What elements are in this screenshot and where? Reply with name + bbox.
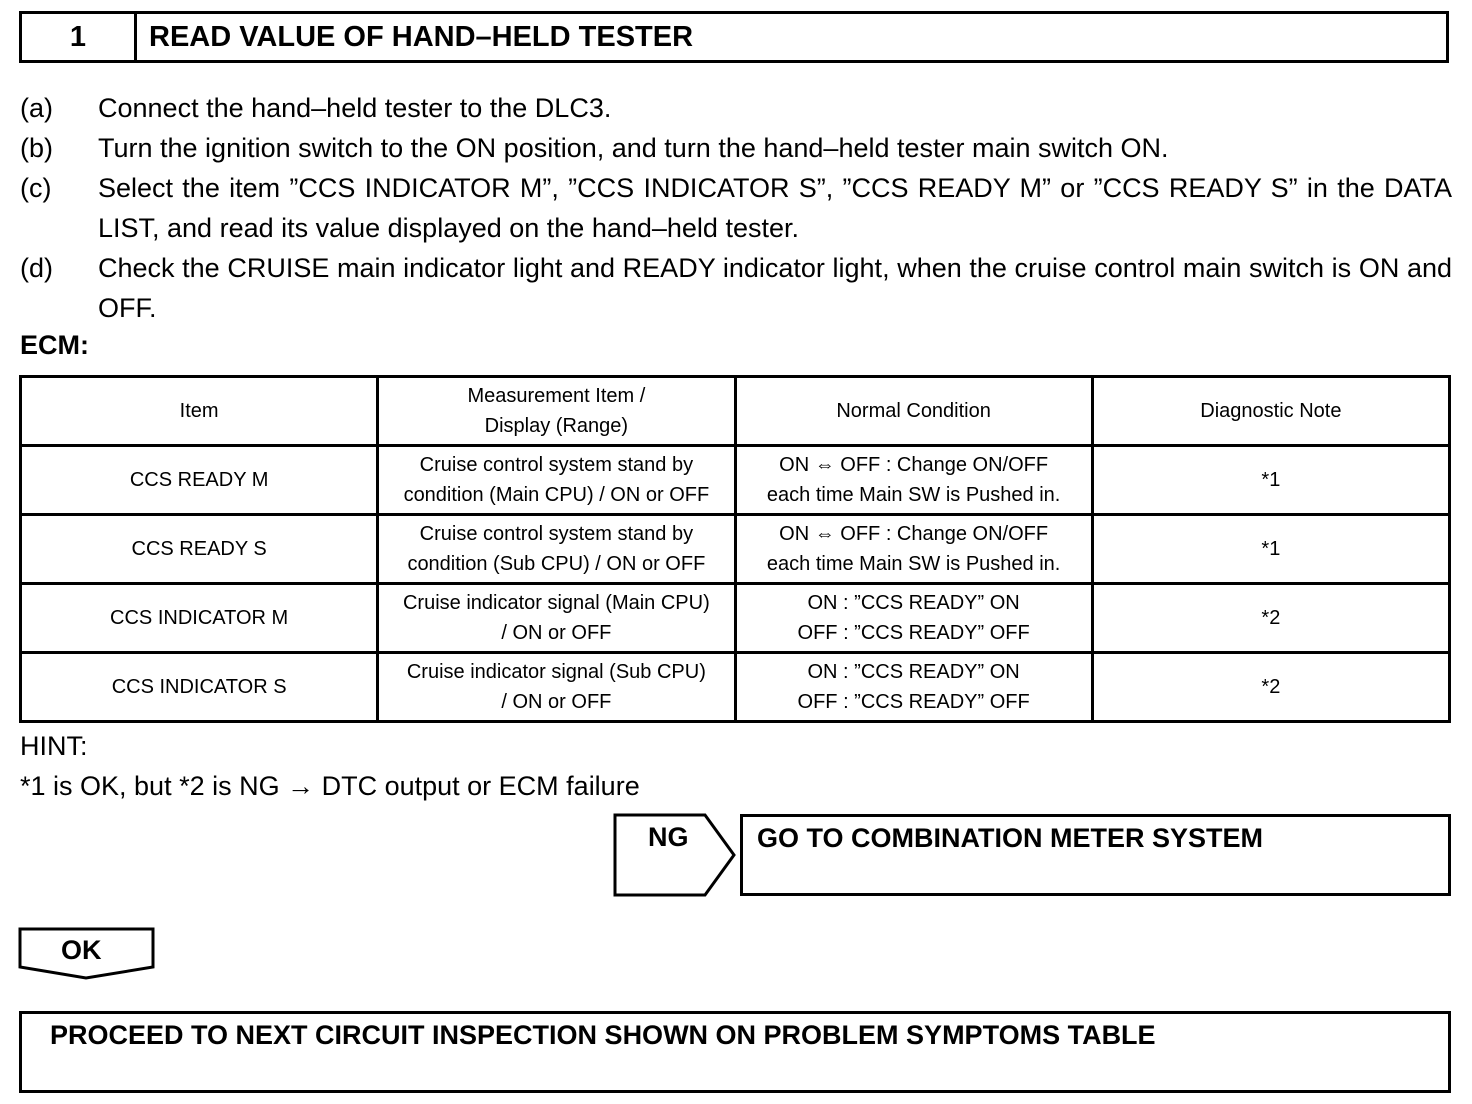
header-measurement-line: Measurement Item / xyxy=(467,385,646,407)
table-row xyxy=(21,584,1450,653)
proceed-action-box: PROCEED TO NEXT CIRCUIT INSPECTION SHOWN ON PROBLEM SYMPTOMS TABLE xyxy=(19,1011,1451,1093)
table-row xyxy=(21,515,1450,584)
header-normal-condition: Normal Condition xyxy=(735,377,1092,446)
data-list-table xyxy=(19,375,1451,723)
cell-line: Cruise control system stand by xyxy=(419,523,694,545)
table-row xyxy=(21,446,1450,515)
cell-line: condition (Sub CPU) / ON or OFF xyxy=(407,553,706,575)
hint-text: *1 is OK, but *2 is NG → DTC output or ECM failure xyxy=(20,771,640,801)
header-measurement-line: Display (Range) xyxy=(484,415,629,437)
cell-note: *1 xyxy=(1092,515,1449,584)
instruction-label: (d) xyxy=(20,253,53,283)
ecm-label: ECM: xyxy=(20,330,89,360)
ng-label: NG xyxy=(648,822,689,852)
instruction-label: (c) xyxy=(20,173,52,203)
cell-line: ON : ”CCS READY” ON xyxy=(807,661,1020,683)
cell-measurement xyxy=(378,653,735,722)
cell-line: each time Main SW is Pushed in. xyxy=(766,484,1061,506)
instruction-text: Select the item ”CCS INDICATOR M”, ”CCS INDICATOR S”, ”CCS READY M” or ”CCS READY S” in the DATA LIST, and read its value displayed on the hand–held tester. xyxy=(98,173,1452,243)
cell-line: ON ⇔ OFF : Change ON/OFF xyxy=(779,454,1049,476)
instruction-list xyxy=(20,88,1452,328)
cell-normal-condition xyxy=(735,515,1092,584)
cell-line: ON : ”CCS READY” ON xyxy=(807,592,1020,614)
ng-action-box: GO TO COMBINATION METER SYSTEM xyxy=(740,814,1451,896)
cell-line: ON ⇔ OFF : Change ON/OFF xyxy=(779,523,1049,545)
cell-measurement xyxy=(378,515,735,584)
instruction-text: Turn the ignition switch to the ON position, and turn the hand–held tester main switch ON. xyxy=(98,133,1169,163)
cell-item: CCS READY S xyxy=(21,515,378,584)
cell-line: condition (Main CPU) / ON or OFF xyxy=(403,484,710,506)
cell-item: CCS INDICATOR M xyxy=(21,584,378,653)
cell-item: CCS READY M xyxy=(21,446,378,515)
cell-measurement xyxy=(378,584,735,653)
step-number: 1 xyxy=(22,14,137,60)
header-item: Item xyxy=(21,377,378,446)
cell-note: *2 xyxy=(1092,584,1449,653)
instruction-label: (a) xyxy=(20,93,53,123)
cell-normal-condition xyxy=(735,446,1092,515)
instruction-item xyxy=(20,128,1452,168)
cell-normal-condition xyxy=(735,584,1092,653)
hint-title: HINT: xyxy=(20,731,88,761)
cell-line: Cruise control system stand by xyxy=(419,454,694,476)
step-title: READ VALUE OF HAND–HELD TESTER xyxy=(149,20,694,53)
cell-line: Cruise indicator signal (Main CPU) xyxy=(402,592,710,614)
header-measurement xyxy=(378,377,735,446)
header-diagnostic-note: Diagnostic Note xyxy=(1092,377,1449,446)
instruction-text: Connect the hand–held tester to the DLC3. xyxy=(98,93,612,123)
cell-line: / ON or OFF xyxy=(501,691,612,713)
instruction-label: (b) xyxy=(20,133,53,163)
instruction-item xyxy=(20,168,1452,248)
cell-line: OFF : ”CCS READY” OFF xyxy=(797,622,1030,644)
cell-measurement xyxy=(378,446,735,515)
instruction-item xyxy=(20,248,1452,328)
ok-label: OK xyxy=(61,935,102,965)
cell-line: OFF : ”CCS READY” OFF xyxy=(797,691,1030,713)
cell-line: / ON or OFF xyxy=(501,622,612,644)
instruction-item xyxy=(20,88,1452,128)
cell-normal-condition xyxy=(735,653,1092,722)
hint-section xyxy=(20,726,640,806)
cell-line: Cruise indicator signal (Sub CPU) xyxy=(406,661,706,683)
table-row xyxy=(21,653,1450,722)
instruction-text: Check the CRUISE main indicator light and READY indicator light, when the cruise control main switch is ON and OFF. xyxy=(98,253,1452,323)
cell-note: *2 xyxy=(1092,653,1449,722)
table-header-row xyxy=(21,377,1450,446)
cell-item: CCS INDICATOR S xyxy=(21,653,378,722)
cell-line: each time Main SW is Pushed in. xyxy=(766,553,1061,575)
cell-note: *1 xyxy=(1092,446,1449,515)
step-header xyxy=(19,11,1449,63)
